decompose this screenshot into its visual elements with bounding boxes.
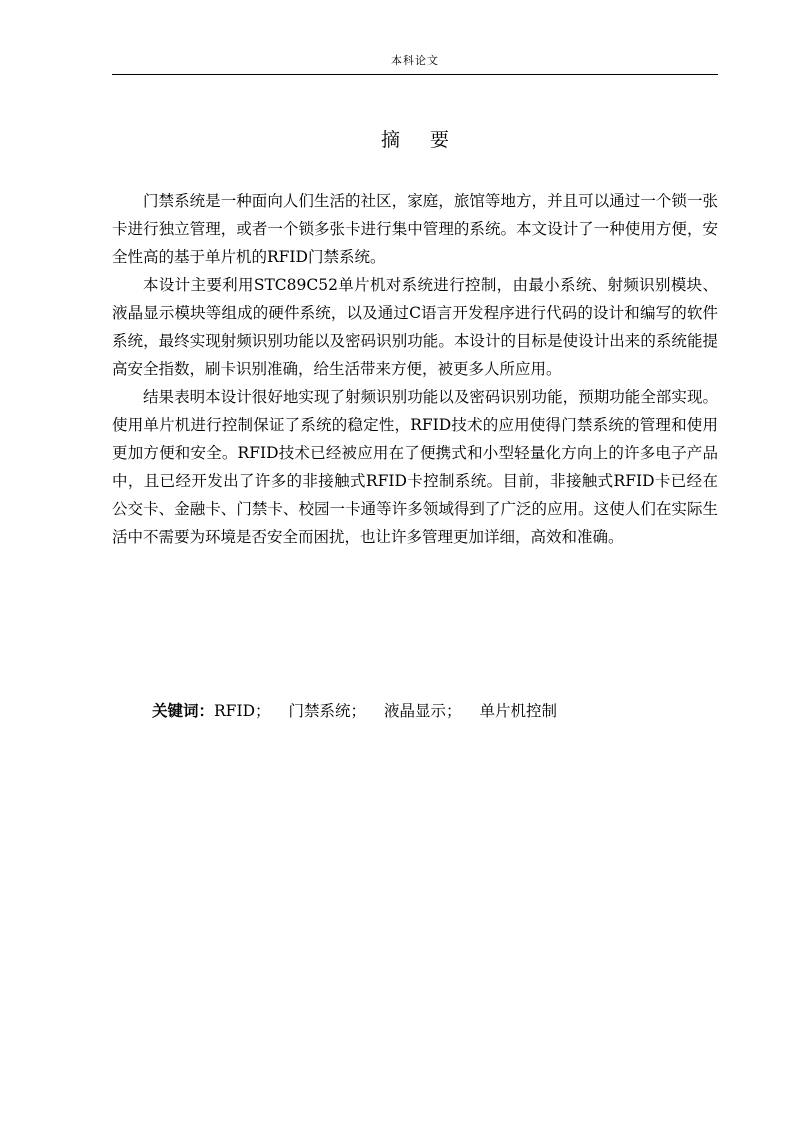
abstract-paragraph-3: 结果表明本设计很好地实现了射频识别功能以及密码识别功能，预期功能全部实现。使用单片机进行控制保证了系统的稳定性，RFID技术的应用使得门禁系统的管理和使用更加方便和安全。RFID技术已经被应用在了便携式和小型轻量化方向上的许多电子产品中，且已经开发出了许多的非接触式RFID卡控制系统。目前，非接触式RFID卡已经在公交卡、金融卡、门禁卡、校园一卡通等许多领域得到了广泛的应用。这使人们在实际生活中不需要为环境是否安全而困扰，也让许多管理更加详细，高效和准确。 bbox=[112, 388, 718, 546]
header-text: 本科论文 bbox=[391, 54, 439, 67]
keyword-item: 单片机控制 bbox=[479, 702, 558, 720]
page-header bbox=[112, 50, 718, 75]
abstract-body bbox=[112, 187, 718, 551]
abstract-paragraph-2: 本设计主要利用STC89C52单片机对系统进行控制，由最小系统、射频识别模块、液晶显示模块等组成的硬件系统，以及通过C语言开发程序进行代码的设计和编写的软件系统，最终实现射频识别功能以及密码识别功能。本设计的目标是使设计出来的系统能提高安全指数，刷卡识别准确，给生活带来方便，被更多人所应用。 bbox=[112, 276, 718, 378]
keyword-item: RFID； bbox=[214, 702, 271, 720]
keywords-line bbox=[152, 697, 557, 725]
keyword-item: 液晶显示； bbox=[384, 702, 462, 720]
keyword-item: 门禁系统； bbox=[288, 702, 367, 720]
abstract-paragraph-1: 门禁系统是一种面向人们生活的社区，家庭，旅馆等地方，并且可以通过一个锁一张卡进行独立管理，或者一个锁多张卡进行集中管理的系统。本文设计了一种使用方便，安全性高的基于单片机的RFID门禁系统。 bbox=[112, 192, 718, 266]
abstract-title: 摘要 bbox=[380, 129, 479, 151]
keywords-label: 关键词： bbox=[152, 702, 215, 720]
